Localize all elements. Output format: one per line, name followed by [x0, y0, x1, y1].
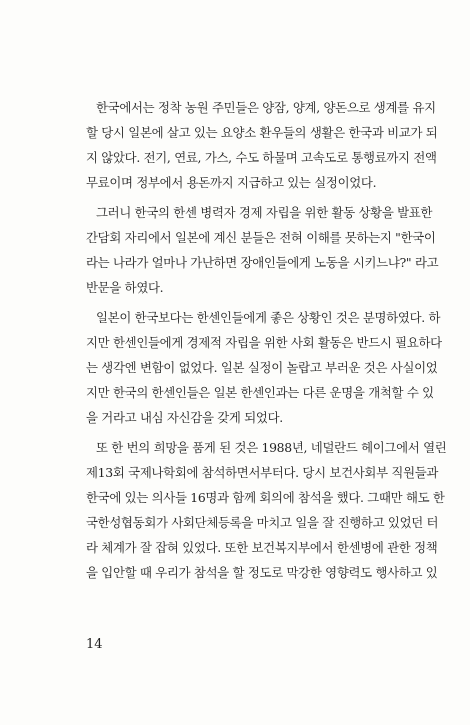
text-line: 할 당시 일본에 살고 있는 요양소 환우들의 생활은 한국과 비교가 되 — [86, 125, 438, 140]
text-line: 반문을 하였다. — [86, 280, 164, 295]
body-text — [86, 95, 447, 590]
paragraph-4 — [86, 435, 447, 585]
text-line: 라 체계가 잘 잡혀 있었다. 또한 보건복지부에서 한센병에 관한 정책 — [86, 540, 438, 555]
text-line: 그러니 한국의 한센 병력자 경제 자립을 위한 활동 상황을 발표한 — [96, 205, 433, 220]
text-line: 지 않았다. 전기, 연료, 가스, 수도 하물며 고속도로 통행료까지 전액 — [86, 150, 437, 165]
text-line: 한국에 있는 의사들 16명과 함께 회의에 참석을 했다. 그때만 해도 한 — [86, 490, 445, 505]
paragraph-3 — [86, 305, 442, 430]
text-line: 는 생각엔 변함이 없었다. 일본 실정이 놀랍고 부러운 것은 사실이었 — [86, 360, 438, 375]
text-line: 제13회 국제나학회에 참석하면서부터다. 당시 보건사회부 직원들과 — [86, 465, 439, 480]
paragraph-2 — [86, 200, 439, 300]
text-line: 국한성협동회가 사회단체등록을 마치고 일을 잘 진행하고 있었던 터 — [86, 515, 439, 530]
text-line: 또 한 번의 희망을 품게 된 것은 1988년, 네덜란드 헤이그에서 열린 — [96, 440, 447, 455]
text-line: 일본이 한국보다는 한센인들에게 좋은 상황인 것은 분명하였다. 하 — [96, 310, 441, 325]
page-number: 14 — [86, 637, 103, 652]
text-line: 라는 나라가 얼마나 가난하면 장애인들에게 노동을 시키느냐?" 라고 — [86, 255, 439, 270]
paragraph-1 — [86, 95, 438, 195]
text-line: 무료이며 정부에서 용돈까지 지급하고 있는 실정이었다. — [86, 175, 377, 190]
text-line: 지만 한센인들에게 경제적 자립을 위한 사회 활동은 반드시 필요하다 — [86, 335, 442, 350]
text-line: 을 입안할 때 우리가 참석을 할 정도로 막강한 영향력도 행사하고 있 — [86, 565, 438, 580]
text-line: 한국에서는 정착 농원 주민들은 양잠, 양계, 양돈으로 생계를 유지 — [96, 100, 436, 115]
text-line: 간담회 자리에서 일본에 계신 분들은 전혀 이해를 못하는지 "한국이 — [86, 230, 436, 245]
text-line: 을 거라고 내심 자신감을 갖게 되었다. — [86, 410, 283, 425]
text-line: 지만 한국의 한센인들은 일본 한센인과는 다른 운명을 개척할 수 있 — [86, 385, 434, 400]
